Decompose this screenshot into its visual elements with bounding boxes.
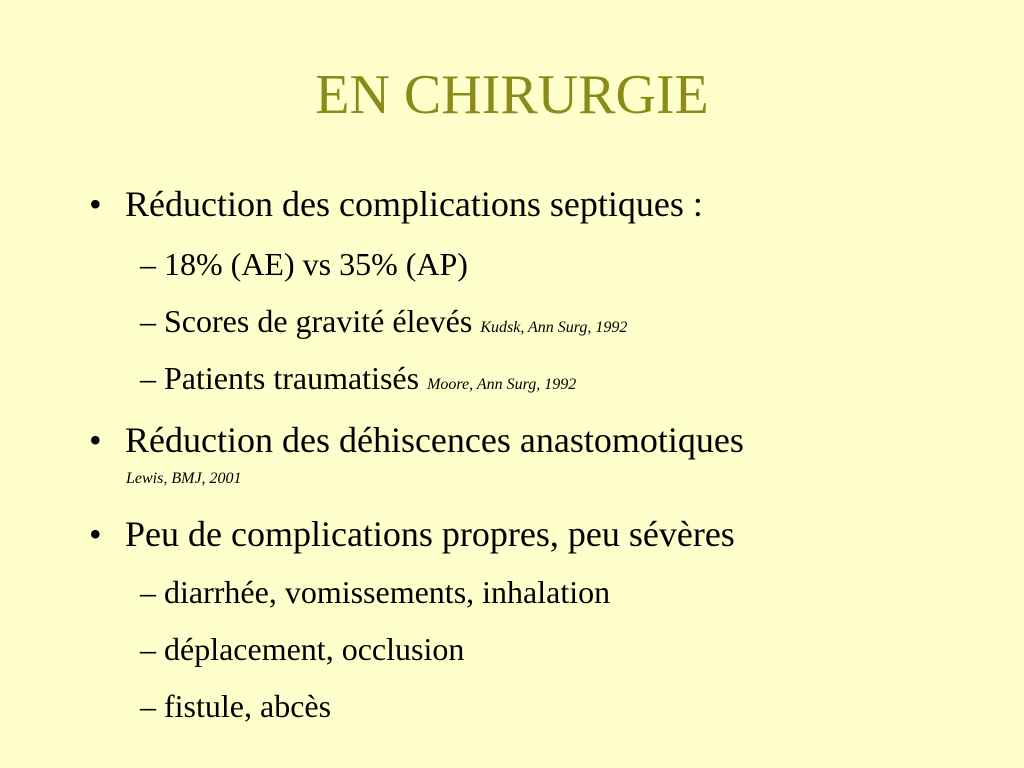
bullet-text: Réduction des déhiscences anastomotiques [125,420,744,460]
sub-marker: – [140,303,156,339]
citation: Moore, Ann Surg, 1992 [427,376,577,393]
sub-item-1-3 [140,359,576,404]
sub-text: 18% (AE) vs 35% (AP) [164,246,468,282]
bullet-item-1 [89,183,703,225]
slide-title: EN CHIRURGIE [315,64,709,126]
sub-marker: – [140,360,156,396]
sub-item-3-2 [140,630,464,668]
citation: Kudsk, Ann Surg, 1992 [480,319,628,336]
bullet-item-2 [89,419,744,461]
bullet-marker: • [89,420,102,460]
sub-text: fistule, abcès [164,688,332,724]
sub-text: Patients traumatisés [164,360,420,396]
bullet-text: Peu de complications propres, peu sévères [125,514,735,554]
sub-marker: – [140,631,156,667]
bullet-marker: • [89,184,102,224]
sub-text: déplacement, occlusion [164,631,465,667]
sub-item-1-2 [140,302,627,347]
bullet-text: Réduction des complications septiques : [125,184,703,224]
sub-item-1-1 [140,245,468,283]
citation: Lewis, BMJ, 2001 [126,470,242,487]
sub-marker: – [140,574,156,610]
sub-marker: – [140,246,156,282]
sub-text: Scores de gravité élevés [164,303,473,339]
sub-text: diarrhée, vomissements, inhalation [164,574,611,610]
bullet-item-3 [89,513,735,555]
sub-item-3-1 [140,573,610,611]
sub-marker: – [140,688,156,724]
bullet-marker: • [89,514,102,554]
sub-item-3-3 [140,687,331,725]
